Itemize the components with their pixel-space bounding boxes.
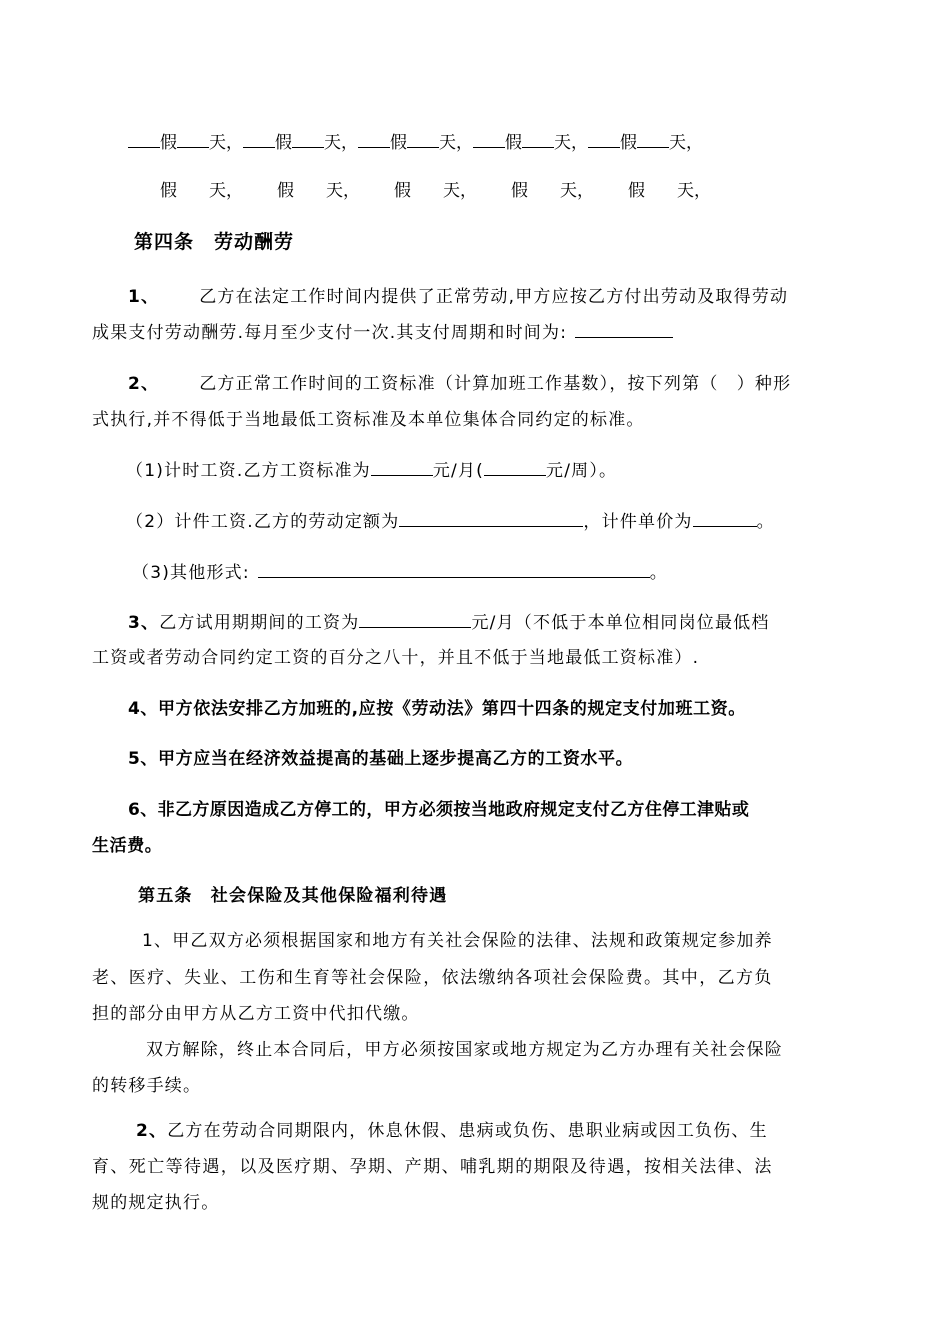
holiday-label: 假 (160, 133, 177, 153)
holiday-label: 假 (628, 181, 645, 201)
blank[interactable] (407, 130, 439, 148)
blank[interactable] (292, 130, 324, 148)
separator: ， (686, 133, 703, 153)
option-text: 元/月( (432, 461, 485, 481)
pay-period-field[interactable] (575, 320, 673, 338)
item-number: 3、 (128, 613, 160, 633)
blank[interactable] (243, 130, 275, 148)
option-text: ，计件单价为 (583, 512, 693, 532)
holiday-label: 假 (390, 133, 407, 153)
day-label: 天 (669, 133, 686, 153)
paragraph-text: 乙方在劳动合同期限内，休息休假、患病或负伤、患职业病或因工负伤、生 (167, 1121, 768, 1141)
blank[interactable] (128, 130, 160, 148)
day-label: 天， (209, 181, 243, 201)
item-number: 2、 (136, 1121, 168, 1141)
a4-p5: 5、甲方应当在经济效益提高的基础上逐步提高乙方的工资水平。 (128, 749, 634, 769)
a4-p6-line2: 生活费。 (92, 836, 163, 856)
day-label: 天 (554, 133, 571, 153)
a4-p6-line1: 6、非乙方原因造成乙方停工的，甲方必须按当地政府规定支付乙方住停工津贴或 (128, 800, 750, 820)
option-text: （1)计时工资.乙方工资标准为 (126, 461, 371, 481)
a5-p1b-line2: 的转移手续。 (92, 1076, 202, 1096)
weekly-wage-field[interactable] (484, 458, 546, 476)
monthly-wage-field[interactable] (371, 458, 433, 476)
a4-p2-line2: 式执行,并不得低于当地最低工资标准及本单位集体合同约定的标准。 (92, 410, 645, 430)
a5-p1-line2: 老、医疗、失业、工伤和生育等社会保险，依法缴纳各项社会保险费。其中，乙方负 (92, 968, 773, 988)
blank[interactable] (522, 130, 554, 148)
option-text: 。 (756, 512, 775, 532)
paragraph-text: 乙方正常工作时间的工资标准（计算加班工作基数），按下列第（ ）种形 (199, 374, 792, 394)
option-text: （3)其他形式: (132, 563, 250, 583)
blank[interactable] (637, 130, 669, 148)
day-label: 天 (209, 133, 226, 153)
day-label: 天， (677, 181, 711, 201)
paragraph-text: 成果支付劳动酬劳.每月至少支付一次.其支付周期和时间为: (92, 323, 568, 343)
a5-p1b-line1: 双方解除，终止本合同后，甲方必须按国家或地方规定为乙方办理有关社会保险 (146, 1040, 783, 1060)
separator: ， (226, 133, 243, 153)
a4-p3-line2: 工资或者劳动合同约定工资的百分之八十，并且不低于当地最低工资标准）. (92, 648, 700, 668)
item-number: 1、 (128, 287, 160, 307)
article-5-title: 第五条 社会保险及其他保险福利待遇 (138, 886, 448, 906)
option-text: 。 (649, 563, 668, 583)
option-text: （2）计件工资.乙方的劳动定额为 (126, 512, 400, 532)
article-4-title: 第四条 劳动酬劳 (134, 231, 295, 253)
quota-field[interactable] (399, 509, 583, 527)
blank[interactable] (588, 130, 620, 148)
paragraph-text: 乙方在法定工作时间内提供了正常劳动,甲方应按乙方付出劳动及取得劳动 (199, 287, 789, 307)
a4-option-2 (126, 507, 775, 532)
a4-p2-line1 (128, 369, 791, 394)
piece-rate-field[interactable] (693, 509, 757, 527)
a4-p3-line1 (128, 608, 770, 633)
separator: ， (341, 133, 358, 153)
a4-option-1 (126, 456, 617, 481)
separator: ， (571, 133, 588, 153)
blank[interactable] (473, 130, 505, 148)
a4-p4: 4、甲方依法安排乙方加班的,应按《劳动法》第四十四条的规定支付加班工资。 (128, 699, 746, 719)
separator: ， (456, 133, 473, 153)
other-form-field[interactable] (258, 560, 650, 578)
holiday-label: 假 (394, 181, 411, 201)
blank[interactable] (358, 130, 390, 148)
day-label: 天， (326, 181, 360, 201)
paragraph-text: 元/月（不低于本单位相同岗位最低档 (471, 613, 770, 633)
holiday-label: 假 (160, 181, 177, 201)
a5-p1-line1: 1、甲乙双方必须根据国家和地方有关社会保险的法律、法规和政策规定参加养 (142, 931, 773, 951)
holiday-label: 假 (277, 181, 294, 201)
day-label: 天 (324, 133, 341, 153)
holiday-label: 假 (511, 181, 528, 201)
a5-p1-line3: 担的部分由甲方从乙方工资中代扣代缴。 (92, 1004, 420, 1024)
holiday-label: 假 (275, 133, 292, 153)
a4-p1-line1 (128, 282, 788, 307)
a5-p2-line1 (136, 1116, 768, 1141)
day-label: 天 (439, 133, 456, 153)
paragraph-text: 乙方试用期期间的工资为 (159, 613, 360, 633)
a5-p2-line2: 育、死亡等待遇，以及医疗期、孕期、产期、哺乳期的期限及待遇，按相关法律、法 (92, 1157, 773, 1177)
day-label: 天， (443, 181, 477, 201)
a4-p1-line2 (92, 318, 673, 343)
holiday-row-1 (128, 128, 703, 153)
holiday-label: 假 (620, 133, 637, 153)
a4-option-3 (132, 558, 668, 583)
a5-p2-line3: 规的规定执行。 (92, 1193, 220, 1213)
blank[interactable] (177, 130, 209, 148)
day-label: 天， (560, 181, 594, 201)
item-number: 2、 (128, 374, 160, 394)
probation-wage-field[interactable] (359, 610, 471, 628)
holiday-row-2 (160, 176, 711, 201)
option-text: 元/周）。 (546, 461, 618, 481)
holiday-label: 假 (505, 133, 522, 153)
